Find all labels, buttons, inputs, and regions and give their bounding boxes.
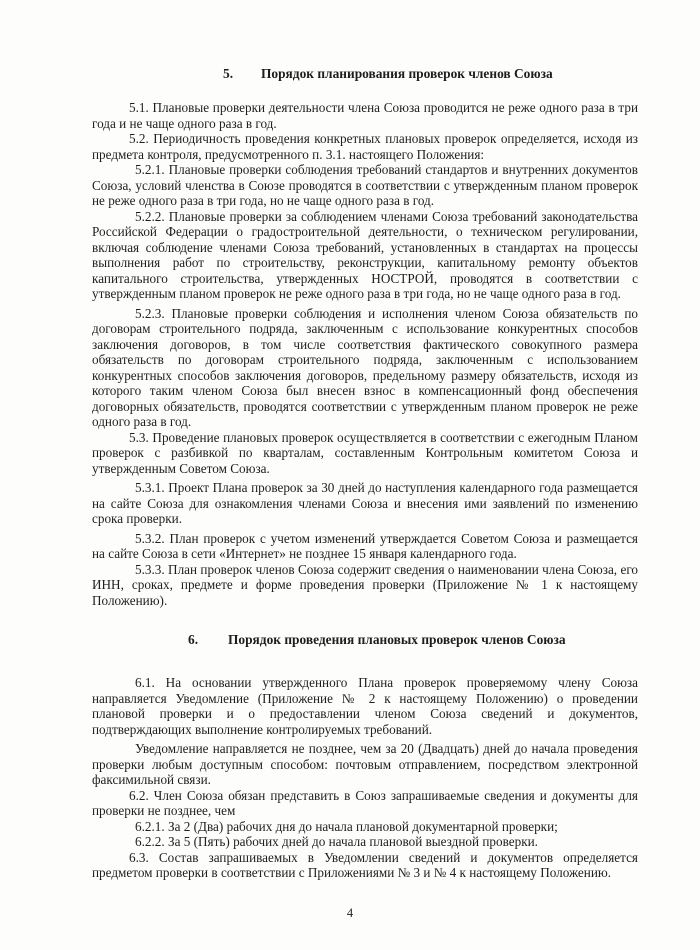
paragraph-5-2-2: 5.2.2. Плановые проверки за соблюдением членами Союза требований законодательства Российской Федерации о градостроительной деятельности, о техническом регулировании, включая соблюдение членами Союза требований, установленных в стандартах на процессы выполнения работ по строительству, реконструкции, капитальному ремонту объектов капитального строительства, утвержденных НОСТРОЙ, проводятся в соответствии с утвержденным планом проверок не реже одного раза в три года, но не чаще одного раза в год. bbox=[92, 208, 638, 301]
paragraph-6-1: 6.1. На основании утвержденного Плана проверок проверяемому члену Союза направляется Уведомление (Приложение № 2 к настоящему Положению) о проведении плановой проверки и о предоставлении членом Союза сведений и документов, подтверждающих выполнение контролируемых требований. bbox=[92, 675, 638, 737]
paragraph-notice-deadline: Уведомление направляется не позднее, чем за 20 (Двадцать) дней до начала проведения проверки любым доступным способом: почтовым отправлением, посредством электронной факсимильной связи. bbox=[92, 741, 638, 787]
paragraph-6-3: 6.3. Состав запрашиваемых в Уведомлении сведений и документов определяется предметом проверки в соответствии с Приложениями № 3 и № 4 к настоящему Положению. bbox=[92, 849, 638, 880]
section-5-heading bbox=[92, 66, 638, 82]
paragraph-6-2-1: 6.2.1. За 2 (Два) рабочих дня до начала плановой документарной проверки; bbox=[135, 818, 558, 834]
section-6-number: 6. bbox=[188, 632, 199, 647]
section-5-title: Порядок планирования проверок членов Союза bbox=[261, 66, 553, 81]
paragraph-5-3-1: 5.3.1. Проект Плана проверок за 30 дней до наступления календарного года размещается на сайте Союза для ознакомления членами Союза и внесения ими заявлений по изменению срока проверки. bbox=[92, 480, 638, 526]
paragraph-5-2-1: 5.2.1. Плановые проверки соблюдения требований стандартов и внутренних документов Союза, условий членства в Союзе проводятся в соответствии с утвержденным планом проверок не реже одного раза в три года, но не чаще одного раза в год. bbox=[92, 162, 638, 208]
section-6-heading bbox=[92, 632, 638, 648]
paragraph-5-3-2: 5.3.2. План проверок с учетом изменений утверждается Советом Союза и размещается на сайте Союза в сети «Интернет» не позднее 15 января календарного года. bbox=[92, 530, 638, 561]
section-5-number: 5. bbox=[223, 66, 234, 81]
paragraph-5-2-3: 5.2.3. Плановые проверки соблюдения и исполнения членом Союза обязательств по договорам строительного подряда, заключенным с использование конкурентных способов заключения договоров, в том числе соответствия фактического совокупного размера обязательств по договорам строительного подряда, заключенным с использованием конкурентных способов заключения договоров, предельному размеру обязательств, исходя из которого таким членом Союза был внесен взнос в компенсационный фонд обеспечения договорных обязательств, проводятся соответствии с утвержденным планом проверок не реже одного раза в год. bbox=[92, 305, 638, 429]
paragraph-5-1: 5.1. Плановые проверки деятельности члена Союза проводится не реже одного раза в три года и не чаще одного раза в год. bbox=[92, 100, 638, 131]
paragraph-5-2: 5.2. Периодичность проведения конкретных плановых проверок определяется, исходя из предмета контроля, предусмотренного п. 3.1. настоящего Положения: bbox=[92, 131, 638, 162]
page-number: 4 bbox=[346, 906, 354, 920]
paragraph-5-3: 5.3. Проведение плановых проверок осуществляется в соответствии с ежегодным Планом проверок с разбивкой по кварталам, составленным Контрольным комитетом Союза и утвержденным Советом Союза. bbox=[92, 429, 638, 476]
paragraph-6-2: 6.2. Член Союза обязан представить в Союз запрашиваемые сведения и документы для проверки не позднее, чем bbox=[92, 787, 638, 818]
paragraph-5-3-3: 5.3.3. План проверок членов Союза содержит сведения о наименовании члена Союза, его ИНН, сроках, предмете и форме проведения проверки (Приложение № 1 к настоящему Положению). bbox=[92, 561, 638, 608]
paragraph-6-2-2: 6.2.2. За 5 (Пять) рабочих дней до начала плановой выездной проверки. bbox=[135, 834, 538, 849]
section-6-title: Порядок проведения плановых проверок членов Союза bbox=[228, 632, 566, 647]
